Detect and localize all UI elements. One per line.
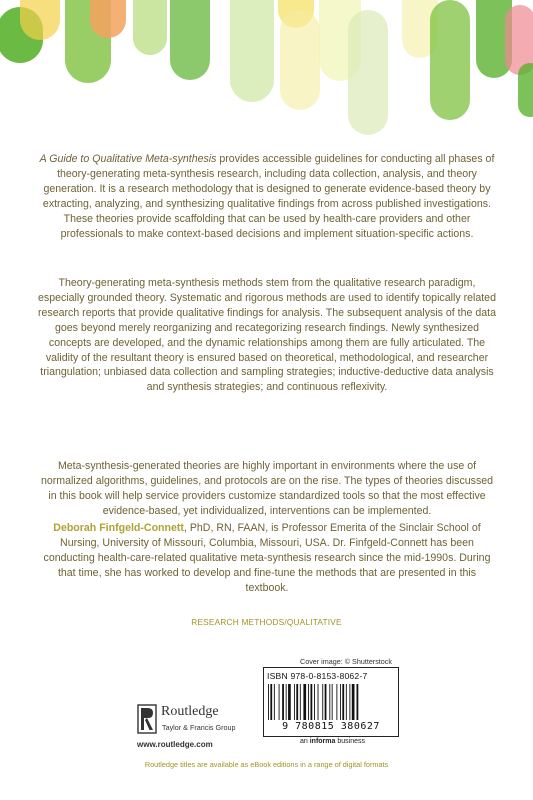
author-bio — [36, 521, 498, 596]
subject-category: RESEARCH METHODS/QUALITATIVE — [191, 617, 342, 627]
informa-tagline — [300, 738, 365, 745]
book-title: A Guide to Qualitative Meta-synthesis — [39, 153, 217, 165]
publisher-url: www.routledge.com — [137, 740, 213, 749]
author-name: Deborah Finfgeld-Connett — [53, 522, 184, 534]
publisher-subtitle: Taylor & Francis Group — [162, 723, 236, 732]
description-paragraph-1 — [36, 152, 498, 241]
barcode-number: 9 780815 380627 — [282, 721, 380, 732]
cover-credit: Cover image: © Shutterstock — [300, 657, 392, 666]
description-paragraph-2: Theory-generating meta-synthesis methods stem from the qualitative research paradigm, especially grounded theory. Systematic and rigorous methods are used to identify topically related research reports that provide qualitative findings for analysis. The subsequent analysis of the data goes beyond merely reorganizing and recategorizing research findings. Newly synthesized concepts are developed, and the dynamic relationships among them are fully articulated. The validity of the resultant theory is ensured based on theoretical, methodological, and researcher triangulation; unbiased data collection and sampling strategies; inductive-deductive data analysis and synthesis strategies; and continuous reflexivity. — [38, 277, 496, 394]
isbn-label: ISBN 978-0-8153-8062-7 — [267, 671, 368, 681]
ebook-note: Routledge titles are available as eBook editions in a range of digital formats — [144, 760, 389, 769]
description-paragraph-3: Meta-synthesis-generated theories are highly important in environments where the use of normalized algorithms, guidelines, and protocols are on the rise. The types of theories discussed in this book will help service providers customize standardized tools so that the most effective evidence-based, yet individualized, interventions can be implemented. — [40, 460, 494, 517]
decorative-header-art — [0, 0, 533, 135]
informa-suffix: business — [335, 738, 365, 745]
informa-prefix: an — [300, 738, 310, 745]
routledge-logo-icon — [137, 704, 157, 734]
barcode-box — [263, 667, 399, 737]
description-paragraph-1-text: provides accessible guidelines for conducting all phases of theory-generating meta-synthesis research, including data collection, analysis, and theory generation. It is a research methodology that is designed to generate evidence-based theory by extracting, analyzing, and synthesizing qualitative findings from across published investigations. These theories provide scaffolding that can be used by health-care providers and other professionals to make context-based decisions and implement situation-specific actions. — [42, 153, 495, 240]
informa-brand: informa — [309, 738, 336, 745]
publisher-name: Routledge — [161, 704, 219, 719]
barcode-image — [268, 684, 394, 720]
author-bio-text: , PhD, RN, FAAN, is Professor Emerita of the Sinclair School of Nursing, University of Missouri, Columbia, Missouri, USA. Dr. Finfgeld-Connett has been conducting health-care-related qualitative meta-synthesis research since the mid-1990s. During that time, she has worked to develop and fine-tune the methods that are presented in this textbook. — [43, 522, 491, 594]
